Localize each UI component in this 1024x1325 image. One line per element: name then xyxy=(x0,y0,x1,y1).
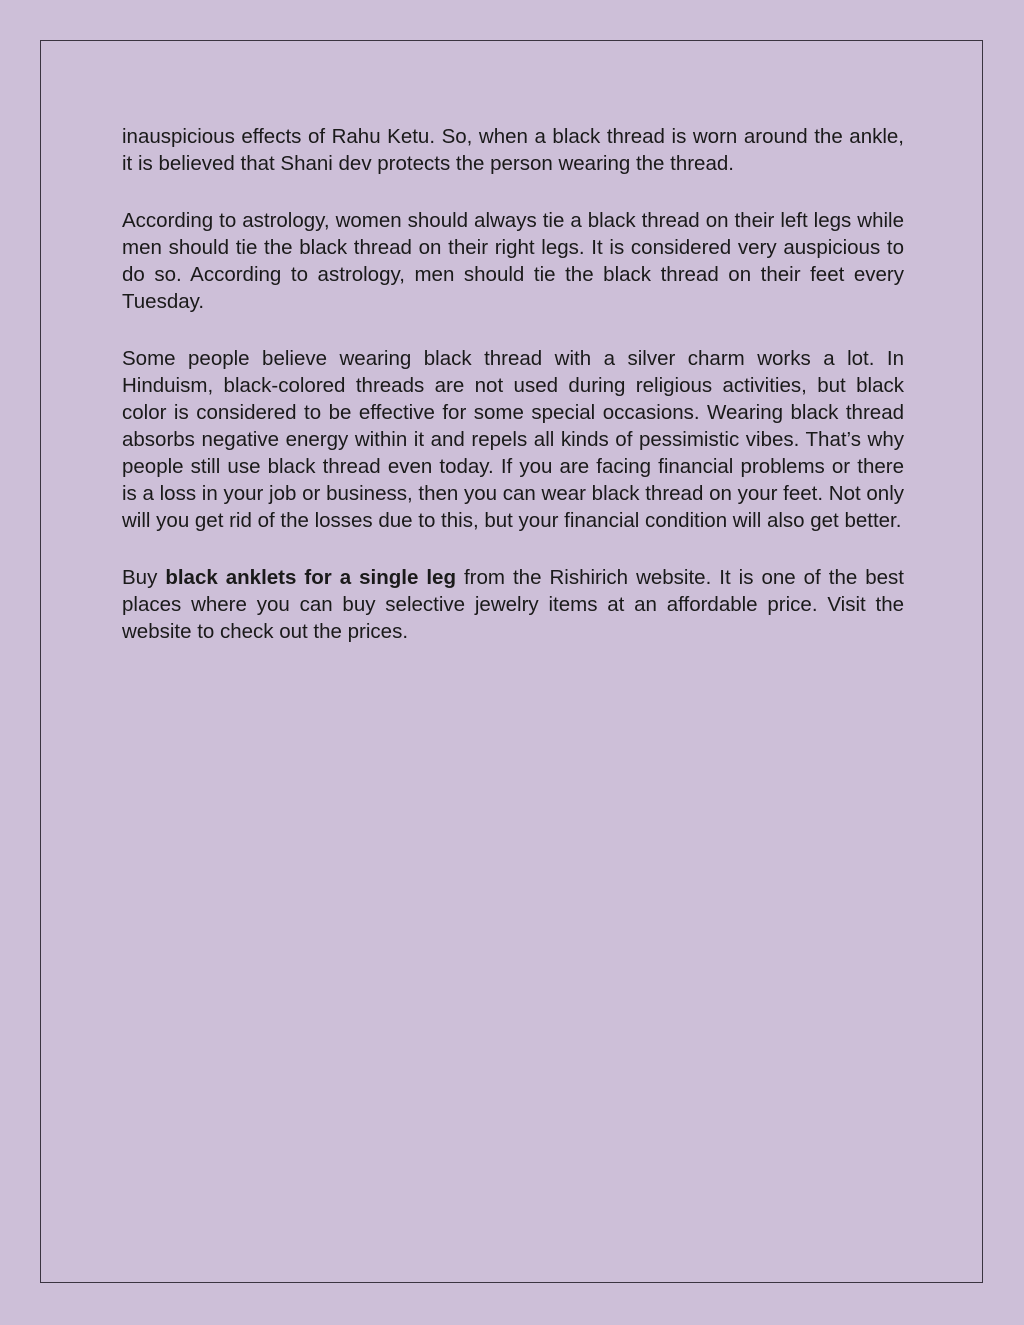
document-body xyxy=(122,123,904,675)
paragraph-silver-charm: Some people believe wearing black thread with a silver charm works a lot. In Hinduism, black-colored threads are not used during religious activities, but black color is considered to be effective for some special occasions. Wearing black thread absorbs negative energy within it and repels all kinds of pessimistic vibes. That’s why people still use black thread even today. If you are facing financial problems or there is a loss in your job or business, then you can wear black thread on your feet. Not only will you get rid of the losses due to this, but your financial condition will also get better. xyxy=(122,347,904,532)
paragraph-buy-anklets xyxy=(122,564,904,645)
buy-prefix: Buy xyxy=(122,566,166,589)
paragraph-astrology: According to astrology, women should always tie a black thread on their left legs while men should tie the black thread on their right legs. It is considered very auspicious to do so. According to astrology, men should tie the black thread on their feet every Tuesday. xyxy=(122,209,904,313)
buy-suffix: from the Rishirich website. It is one of the best places where you can buy selective jewelry items at an affordable price. Visit the website to check out the prices. xyxy=(122,566,904,643)
paragraph-rahu-ketu: inauspicious effects of Rahu Ketu. So, when a black thread is worn around the ankle, it is believed that Shani dev protects the person wearing the thread. xyxy=(122,125,904,175)
page-frame xyxy=(40,40,983,1283)
product-term: black anklets for a single leg xyxy=(165,566,456,589)
